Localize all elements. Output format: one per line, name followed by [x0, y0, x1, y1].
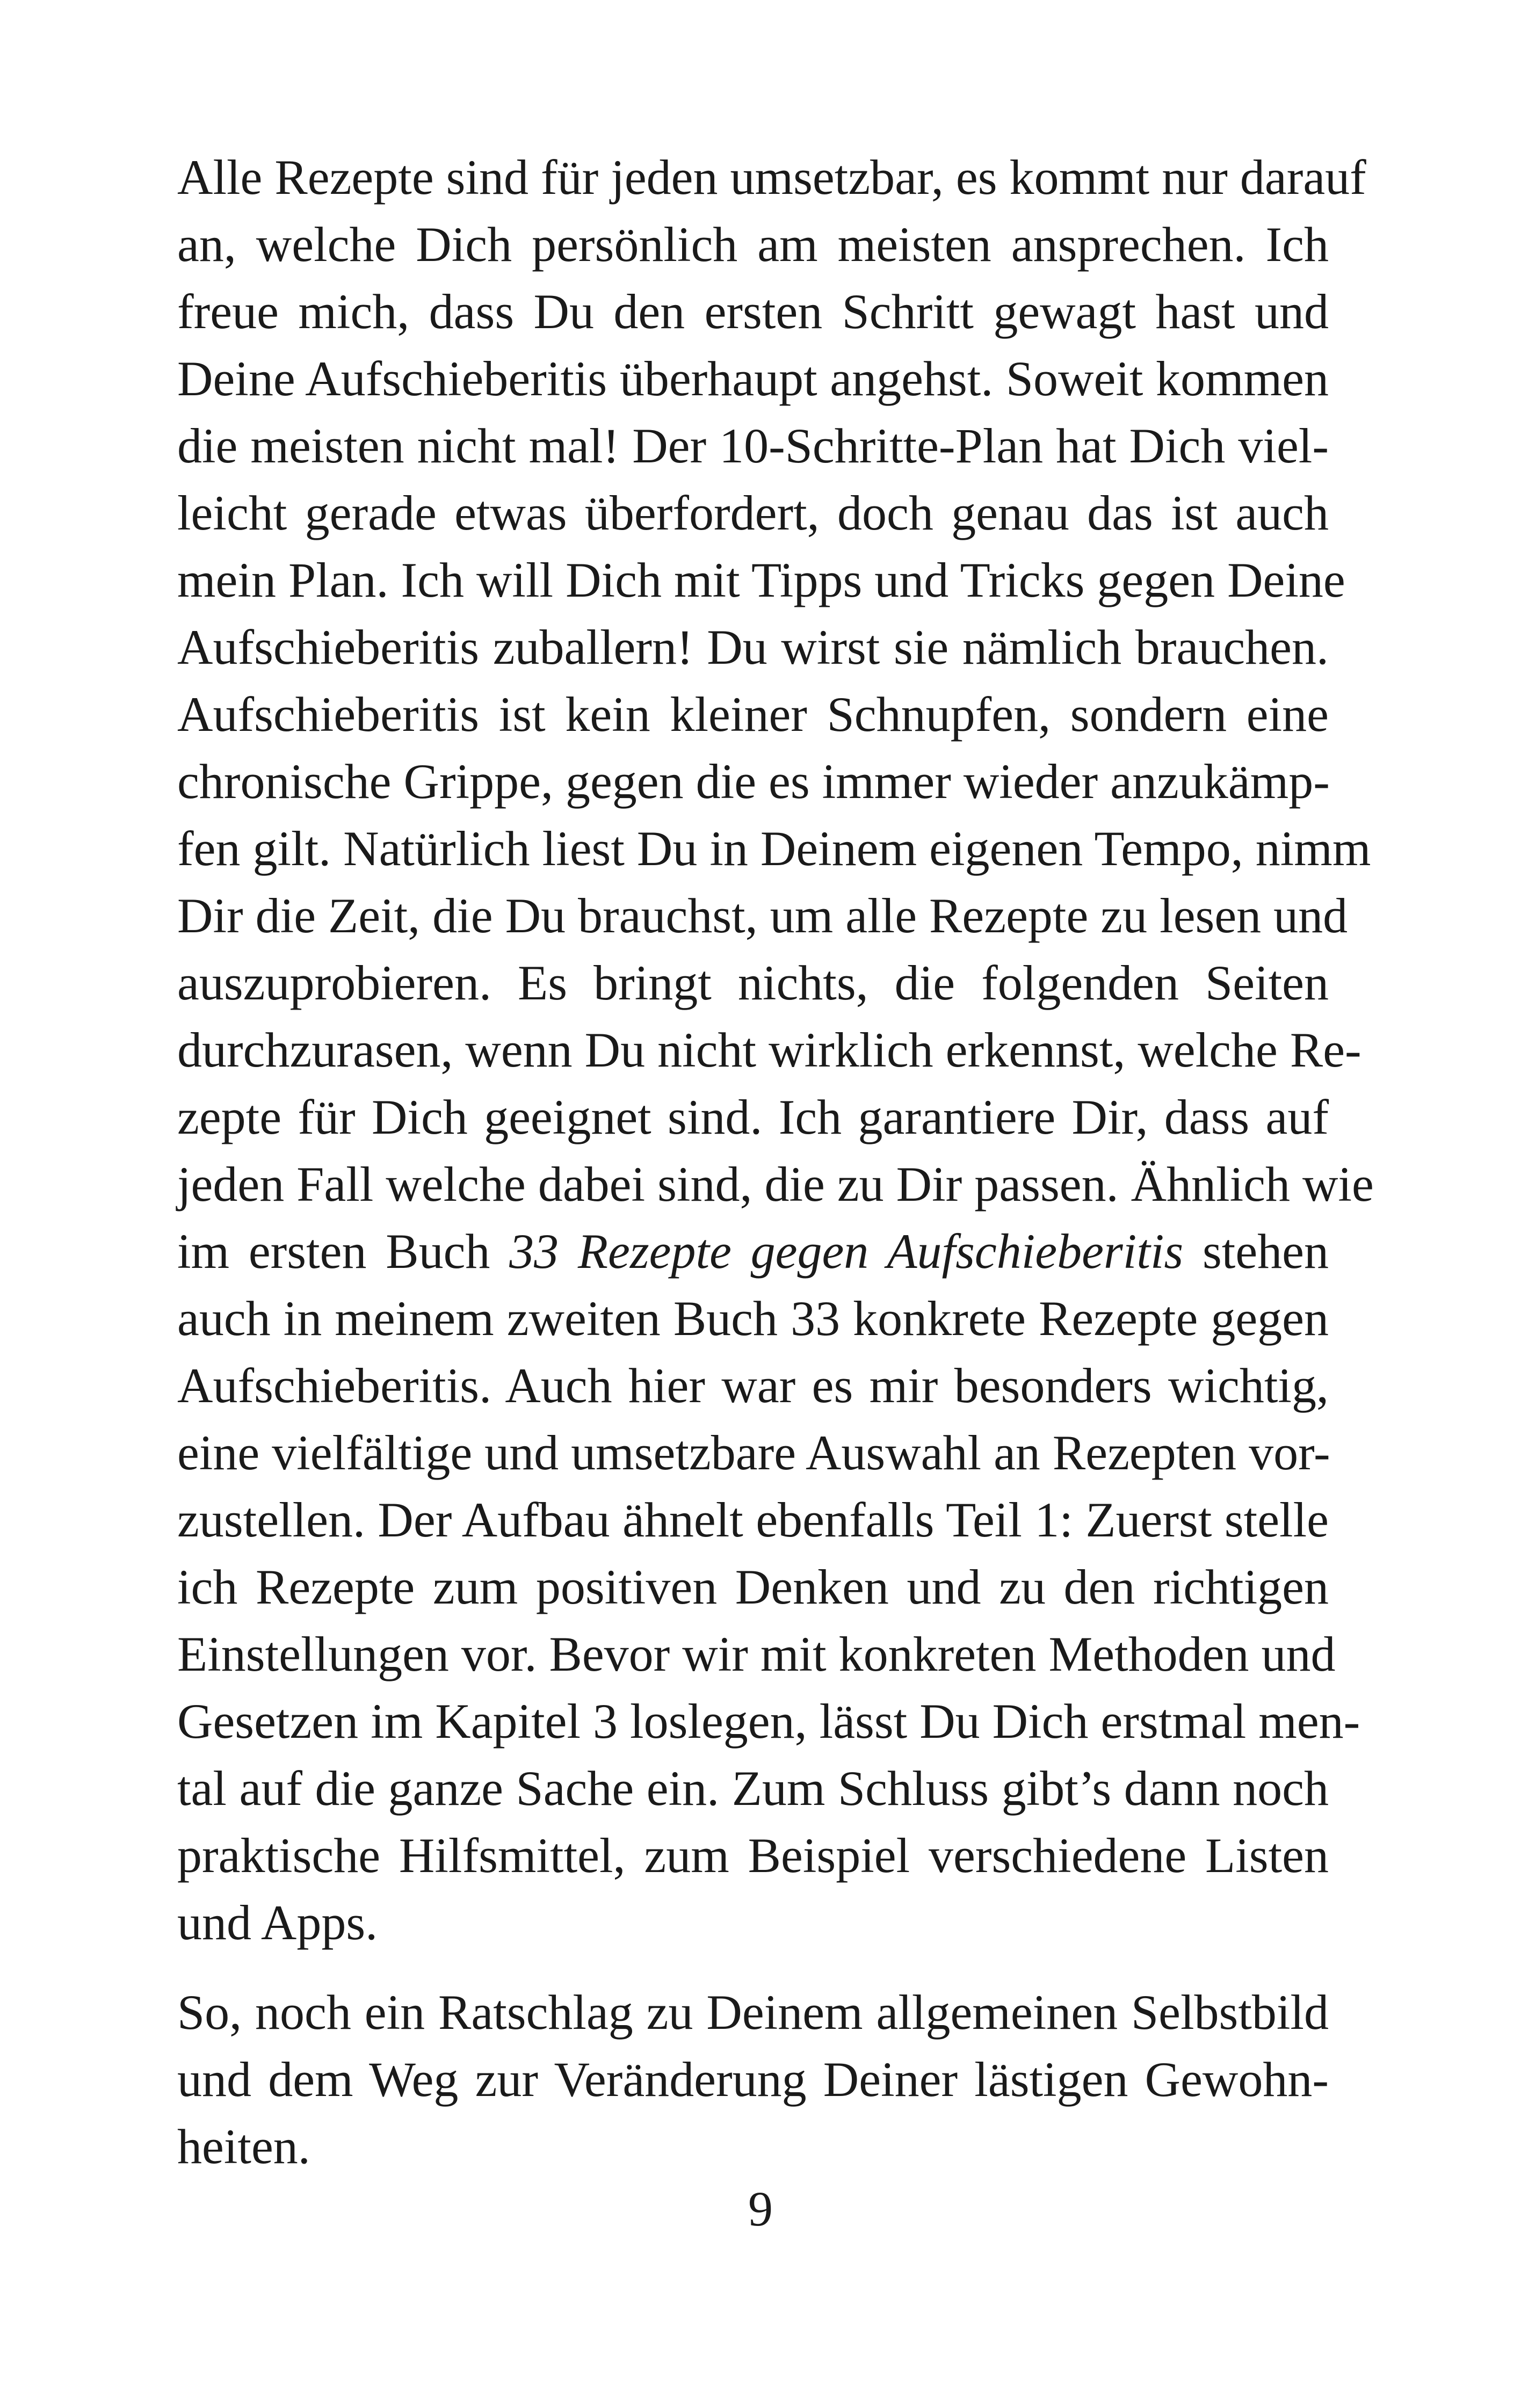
text-line [177, 1755, 1329, 1822]
text-segment: chronische Grippe, gegen die es immer wieder anzukämp- [177, 754, 1330, 809]
text-segment: Gesetzen im Kapitel 3 loslegen, lässt Du Dich erstmal men- [177, 1694, 1360, 1749]
text-segment: zepte für Dich geeignet sind. Ich garantiere Dir, dass auf [177, 1090, 1329, 1144]
text-line [177, 1285, 1329, 1352]
text-segment: jeden Fall welche dabei sind, die zu Dir passen. Ähnlich wie [177, 1157, 1374, 1212]
book-title-italic: 33 Rezepte gegen Aufschieberitis [509, 1224, 1184, 1279]
text-line [177, 1151, 1374, 1218]
text-segment: zustellen. Der Aufbau ähnelt ebenfalls Teil 1: Zuerst stelle [177, 1492, 1329, 1547]
text-line [177, 1688, 1360, 1755]
text-line [177, 1822, 1329, 1889]
text-line [177, 2046, 1329, 2113]
text-line [177, 882, 1348, 949]
text-line [177, 144, 1366, 211]
text-line [177, 1979, 1329, 2046]
text-segment: und dem Weg zur Veränderung Deiner lästigen Gewohn- [177, 2052, 1329, 2107]
text-segment: Einstellungen vor. Bevor wir mit konkreten Methoden und [177, 1627, 1336, 1681]
text-segment: Aufschieberitis ist kein kleiner Schnupfen, sondern eine [177, 687, 1329, 742]
text-segment: auch in meinem zweiten Buch 33 konkrete Rezepte gegen [177, 1291, 1329, 1346]
text-line [177, 345, 1329, 412]
text-segment: und Apps. [177, 1895, 378, 1950]
text-segment: Deine Aufschieberitis überhaupt angehst. Soweit kommen [177, 351, 1329, 406]
text-line [177, 614, 1329, 681]
text-segment: Aufschieberitis zuballern! Du wirst sie nämlich brauchen. [177, 620, 1329, 674]
text-line [177, 1017, 1361, 1084]
text-segment: fen gilt. Natürlich liest Du in Deinem eigenen Tempo, nimm [177, 821, 1371, 876]
text-line [177, 1486, 1329, 1554]
text-segment: leicht gerade etwas überfordert, doch genau das ist auch [177, 485, 1329, 540]
text-segment: die meisten nicht mal! Der 10-Schritte-Plan hat Dich viel- [177, 418, 1329, 473]
text-segment: stehen [1183, 1224, 1329, 1279]
text-line [177, 949, 1329, 1017]
text-segment: auszuprobieren. Es bringt nichts, die folgenden Seiten [177, 955, 1329, 1010]
text-line [177, 1419, 1329, 1486]
paragraph [177, 144, 1374, 1956]
text-line [177, 748, 1329, 815]
text-line [177, 278, 1329, 345]
text-line [177, 1621, 1336, 1688]
text-line [177, 412, 1329, 480]
paragraph-gap [177, 1956, 1329, 1979]
text-segment: tal auf die ganze Sache ein. Zum Schluss gibt’s dann noch [177, 1761, 1329, 1816]
page-number: 9 [748, 2181, 773, 2236]
text-line [177, 547, 1345, 614]
text-segment: durchzurasen, wenn Du nicht wirklich erkennst, welche Re- [177, 1022, 1361, 1077]
text-segment: eine vielfältige und umsetzbare Auswahl an Rezepten vor- [177, 1425, 1330, 1480]
text-line [177, 681, 1329, 748]
text-line [177, 1352, 1329, 1419]
text-line [177, 1084, 1329, 1151]
text-line [177, 2113, 1329, 2180]
text-line [177, 211, 1329, 278]
text-line [177, 1554, 1329, 1621]
text-segment: Alle Rezepte sind für jeden umsetzbar, es kommt nur darauf [177, 150, 1366, 205]
text-segment: heiten. [177, 2119, 310, 2174]
text-segment: im ersten Buch [177, 1224, 510, 1279]
text-line [177, 815, 1371, 882]
text-segment: Aufschieberitis. Auch hier war es mir besonders wichtig, [177, 1358, 1329, 1413]
text-segment: So, noch ein Ratschlag zu Deinem allgemeinen Selbstbild [177, 1985, 1329, 2040]
text-segment: freue mich, dass Du den ersten Schritt gewagt hast und [177, 284, 1329, 339]
text-line [177, 1218, 1329, 1285]
text-segment: mein Plan. Ich will Dich mit Tipps und Tricks gegen Deine [177, 553, 1345, 607]
text-segment: Dir die Zeit, die Du brauchst, um alle Rezepte zu lesen und [177, 888, 1348, 943]
text-segment: praktische Hilfsmittel, zum Beispiel verschiedene Listen [177, 1828, 1329, 1883]
text-line [177, 1889, 1329, 1956]
page-body [177, 144, 1374, 2180]
text-segment: an, welche Dich persönlich am meisten ansprechen. Ich [177, 217, 1329, 272]
text-segment: ich Rezepte zum positiven Denken und zu den richtigen [177, 1560, 1329, 1614]
paragraph [177, 1979, 1329, 2180]
text-line [177, 480, 1329, 547]
